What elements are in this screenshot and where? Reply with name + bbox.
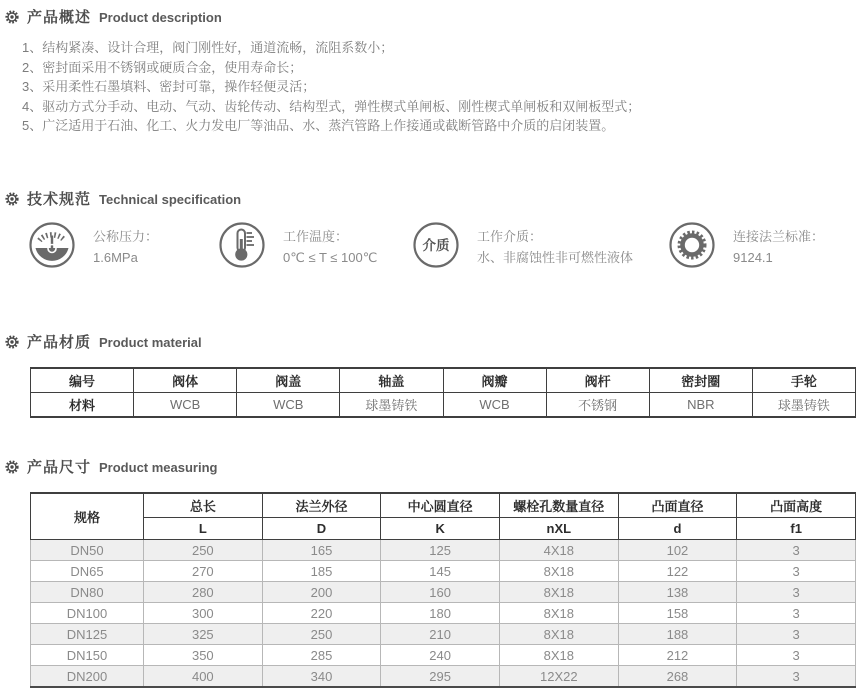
measuring-row — [31, 540, 856, 561]
material-header-cell: 阀瓣 — [443, 368, 546, 393]
material-cell: 球墨铸铁 — [340, 393, 443, 418]
measuring-row — [31, 624, 856, 645]
measuring-cell: 4X18 — [499, 540, 618, 561]
measuring-cell: 158 — [618, 603, 737, 624]
measuring-header-row-symbols — [31, 518, 856, 540]
measuring-symbol-cell: K — [381, 518, 500, 540]
measuring-cell: 220 — [262, 603, 381, 624]
description-item: 5、广泛适用于石油、化工、火力发电厂等油品、水、蒸汽管路上作接通或截断管路中介质的启闭装置。 — [22, 118, 615, 133]
measuring-table — [30, 492, 856, 688]
section-title-en: Technical specification — [99, 192, 242, 207]
section-heading — [0, 456, 217, 477]
section-product-material — [0, 331, 202, 352]
measuring-cell: 3 — [737, 624, 856, 645]
measuring-cell: 212 — [618, 645, 737, 666]
measuring-cell: 3 — [737, 582, 856, 603]
measuring-row — [31, 645, 856, 666]
spec-row — [28, 221, 824, 269]
spec-label: 连接法兰标准： — [733, 229, 825, 244]
measuring-spec-cell: DN100 — [31, 603, 144, 624]
spec-text — [283, 221, 377, 268]
gear-bullet-icon — [4, 9, 20, 25]
description-item: 1、结构紧凑、设计合理，阀门刚性好，通道流畅，流阻系数小； — [22, 40, 394, 55]
measuring-cell: 400 — [144, 666, 263, 688]
measuring-cell: 3 — [737, 645, 856, 666]
material-cell: NBR — [649, 393, 752, 418]
measuring-symbol-cell: d — [618, 518, 737, 540]
measuring-cell: 300 — [144, 603, 263, 624]
measuring-cell: 3 — [737, 603, 856, 624]
measuring-header-cell: 螺栓孔数量直径 — [499, 493, 618, 518]
spec-value: 1.6MPa — [93, 250, 138, 265]
medium-icon — [412, 221, 460, 269]
description-item: 3、采用柔性石墨填料、密封可靠，操作轻便灵活； — [22, 79, 316, 94]
section-product-description — [0, 6, 222, 27]
description-list — [22, 38, 842, 136]
measuring-cell: 188 — [618, 624, 737, 645]
material-cell: 不锈钢 — [546, 393, 649, 418]
material-header-cell: 阀杆 — [546, 368, 649, 393]
pressure-gauge-icon — [28, 221, 76, 269]
measuring-header-cell: 凸面高度 — [737, 493, 856, 518]
measuring-row — [31, 582, 856, 603]
measuring-cell: 268 — [618, 666, 737, 688]
material-header-cell: 轴盖 — [340, 368, 443, 393]
material-header-cell: 编号 — [31, 368, 134, 393]
spec-value: 0℃ ≤ T ≤ 100℃ — [283, 250, 378, 265]
section-technical-specification — [0, 188, 241, 209]
measuring-spec-cell: DN125 — [31, 624, 144, 645]
material-header-cell: 密封圈 — [649, 368, 752, 393]
spec-pressure — [28, 221, 218, 269]
measuring-cell: 165 — [262, 540, 381, 561]
measuring-cell: 350 — [144, 645, 263, 666]
material-cell: WCB — [134, 393, 237, 418]
measuring-spec-cell: DN65 — [31, 561, 144, 582]
measuring-header-cell: 凸面直径 — [618, 493, 737, 518]
spec-text — [93, 221, 158, 268]
section-title-en: Product material — [99, 335, 202, 350]
section-title-zh: 产品概述 — [27, 9, 92, 26]
material-header-cell: 手轮 — [752, 368, 855, 393]
section-heading — [0, 188, 241, 209]
measuring-cell: 200 — [262, 582, 381, 603]
spec-temperature — [218, 221, 412, 269]
section-title-zh: 技术规范 — [27, 191, 92, 208]
measuring-cell: 8X18 — [499, 645, 618, 666]
section-product-measuring — [0, 456, 217, 477]
material-table — [30, 367, 856, 418]
section-title-zh: 产品尺寸 — [27, 459, 92, 476]
gear-bullet-icon — [4, 334, 20, 350]
spec-label: 工作温度： — [283, 229, 349, 244]
measuring-symbol-cell: D — [262, 518, 381, 540]
measuring-header-cell: 中心圆直径 — [381, 493, 500, 518]
section-title-en: Product description — [99, 10, 222, 25]
measuring-row — [31, 561, 856, 582]
measuring-spec-cell: DN50 — [31, 540, 144, 561]
measuring-header-cell: 法兰外径 — [262, 493, 381, 518]
measuring-cell: 285 — [262, 645, 381, 666]
measuring-cell: 270 — [144, 561, 263, 582]
gear-bullet-icon — [4, 459, 20, 475]
material-data-row — [31, 393, 856, 418]
flange-gear-icon — [668, 221, 716, 269]
spec-medium — [412, 221, 668, 269]
measuring-cell: 122 — [618, 561, 737, 582]
spec-label: 公称压力： — [93, 229, 159, 244]
section-title-en: Product measuring — [99, 460, 218, 475]
material-header-row — [31, 368, 856, 393]
measuring-cell: 12X22 — [499, 666, 618, 688]
measuring-row — [31, 603, 856, 624]
measuring-cell: 8X18 — [499, 582, 618, 603]
spec-value: 9124.1 — [733, 250, 773, 265]
measuring-header-cell: 总长 — [144, 493, 263, 518]
spec-label: 工作介质： — [477, 229, 543, 244]
measuring-spec-cell: DN150 — [31, 645, 144, 666]
spec-text — [477, 221, 633, 268]
measuring-cell: 340 — [262, 666, 381, 688]
measuring-cell: 210 — [381, 624, 500, 645]
description-item: 4、驱动方式分手动、电动、气动、齿轮传动、结构型式，弹性楔式单闸板、刚性楔式单闸板和双闸板型式； — [22, 98, 641, 114]
material-row-label: 材料 — [31, 393, 134, 418]
measuring-row — [31, 666, 856, 688]
measuring-cell: 180 — [381, 603, 500, 624]
measuring-cell: 295 — [381, 666, 500, 688]
measuring-spec-header: 规格 — [31, 493, 144, 540]
measuring-spec-cell: DN80 — [31, 582, 144, 603]
spec-value: 水、非腐蚀性非可燃性液体 — [477, 250, 634, 265]
measuring-cell: 145 — [381, 561, 500, 582]
medium-icon-label: 介质 — [422, 238, 450, 253]
gear-bullet-icon — [4, 191, 20, 207]
measuring-cell: 125 — [381, 540, 500, 561]
measuring-cell: 8X18 — [499, 561, 618, 582]
measuring-cell: 280 — [144, 582, 263, 603]
material-cell: WCB — [237, 393, 340, 418]
measuring-cell: 250 — [144, 540, 263, 561]
measuring-header-row-names — [31, 493, 856, 518]
material-header-cell: 阀盖 — [237, 368, 340, 393]
measuring-cell: 250 — [262, 624, 381, 645]
thermometer-icon — [218, 221, 266, 269]
material-header-cell: 阀体 — [134, 368, 237, 393]
material-cell: WCB — [443, 393, 546, 418]
description-item: 2、密封面采用不锈钢或硬质合金，使用寿命长； — [22, 59, 303, 75]
measuring-symbol-cell: nXL — [499, 518, 618, 540]
section-heading — [0, 6, 222, 27]
section-title-zh: 产品材质 — [27, 334, 92, 351]
measuring-cell: 185 — [262, 561, 381, 582]
measuring-cell: 325 — [144, 624, 263, 645]
measuring-symbol-cell: L — [144, 518, 263, 540]
material-cell: 球墨铸铁 — [752, 393, 855, 418]
measuring-cell: 240 — [381, 645, 500, 666]
measuring-cell: 8X18 — [499, 624, 618, 645]
spec-flange-standard — [668, 221, 824, 269]
measuring-spec-cell: DN200 — [31, 666, 144, 688]
section-heading — [0, 331, 202, 352]
measuring-cell: 138 — [618, 582, 737, 603]
measuring-cell: 102 — [618, 540, 737, 561]
spec-text — [733, 221, 824, 268]
measuring-cell: 3 — [737, 561, 856, 582]
measuring-symbol-cell: f1 — [737, 518, 856, 540]
measuring-cell: 3 — [737, 540, 856, 561]
measuring-cell: 160 — [381, 582, 500, 603]
measuring-cell: 8X18 — [499, 603, 618, 624]
measuring-cell: 3 — [737, 666, 856, 688]
